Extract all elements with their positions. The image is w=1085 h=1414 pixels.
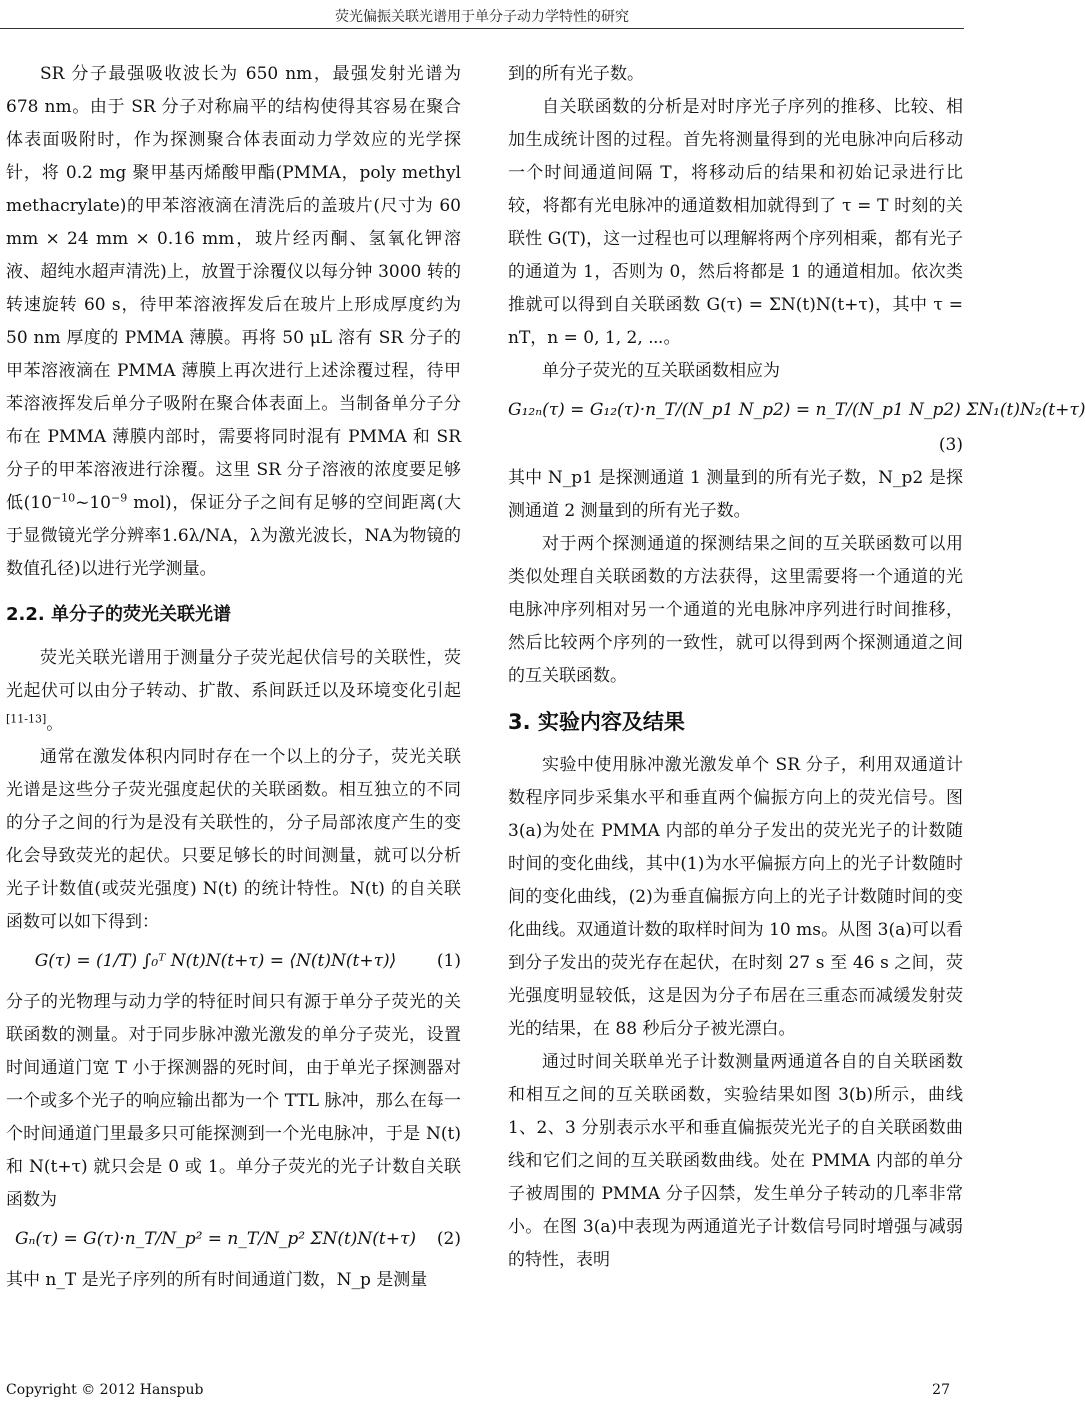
equation-1-body: G(τ) = (1/T) ∫₀ᵀ N(t)N(t+τ) = ⟨N(t)N(t+τ)⟩ [34,951,397,971]
paragraph-cross-intro: 单分子荧光的互关联函数相应为 [542,361,780,381]
paragraph-autocorrelation: 自关联函数的分析是对时序光子序列的推移、比较、相加生成统计图的过程。首先将测量得到的光电脉冲向后移动一个时间通道间隔 T，将移动后的结果和初始记录进行比较，将都有光电脉冲的通道数相加就得到了 τ = T 时刻的关联性 G(T)，这一过程也可以理解将两个序列相乘，都有光子的通道为 1，否则为 0，然后将都是 1 的通道相加。依次类推就可以得到自关联函数 G(τ) = ΣN(t)N(t+τ)，其中 τ = nT，n = 0, 1, 2, ⋯。 [508,97,963,348]
equation-1 [6,945,461,978]
paragraph-sample-prep [6,58,461,586]
paragraph-sample-prep-text: SR 分子最强吸收波长为 650 nm，最强发射光谱为 678 nm。由于 SR 分子对称扁平的结构使得其容易在聚合体表面吸附时，作为探测聚合体表面动力学效应的光学探针，将 0.2 mg 聚甲基丙烯酸甲酯(PMMA，poly methyl methacrylate)的甲苯溶液滴在清洗后的盖玻片(尺寸为 60 mm × 24 mm × 0.16 mm，玻片经丙酮、氢氧化钾溶液、超纯水超声清洗)上，放置于涂覆仪以每分钟 3000 转的转速旋转 60 s，待甲苯溶液挥发后在玻片上形成厚度约为 50 nm 厚度的 PMMA 薄膜。再将 50 μL 溶有 SR 分子的甲苯溶液滴在 PMMA 薄膜上再次进行上述涂覆过程，待甲苯溶液挥发后单分子吸附在聚合体表面上。当制备单分子分布在 PMMA 薄膜内部时，需要将同时混有 PMMA 和 SR 分子的甲苯溶液进行涂覆。这里 SR 分子溶液的浓度要足够低(10 [6,64,461,513]
paragraph-results: 通过时间关联单光子计数测量两通道各自的自关联函数和相互之间的互关联函数，实验结果如图 3(b)所示，曲线 1、2、3 分别表示水平和垂直偏振荧光光子的自关联函数曲线和它们之间的互关联函数曲线。处在 PMMA 内部的单分子被周围的 PMMA 分子囚禁，发生单分子转动的几率非常小。在图 3(a)中表现为两通道光子计数信号同时增强与减弱的特性，表明 [508,1052,963,1270]
paragraph-np-definition: 其中 N_p1 是探测通道 1 测量到的所有光子数，N_p2 是探测通道 2 测量到的所有光子数。 [508,468,963,521]
equation-3-number: (3) [938,435,963,455]
text-fragment: 荧光关联光谱用于测量分子荧光起伏信号的关联性，荧光起伏可以由分子转动、扩散、系间跃迁以及环境变化引起 [6,648,461,701]
paragraph-continuation: 到的所有光子数。 [508,64,644,84]
equation-2-number: (2) [436,1229,461,1249]
right-column [508,58,1085,1277]
left-column [6,58,461,1297]
equation-3-body: G₁₂ₙ(τ) = G₁₂(τ)·n_T/(N_p1 N_p2) = n_T/(N_p1 N_p2) ΣN₁(t)N₂(t+τ) [508,400,1085,420]
header-divider [0,28,964,29]
equation-3 [508,394,1085,427]
equation-2-body: Gₙ(τ) = G(τ)·n_T/N_p² = n_T/N_p² ΣN(t)N(t+τ) [14,1229,417,1249]
paragraph-experiment: 实验中使用脉冲激光激发单个 SR 分子，利用双通道计数程序同步采集水平和垂直两个偏振方向上的荧光信号。图 3(a)为处在 PMMA 内部的单分子发出的荧光光子的计数随时间的变化曲线，其中(1)为水平偏振方向上的光子计数随时间的变化曲线，(2)为垂直偏振方向上的光子计数随时间的变化曲线。双通道计数的取样时间为 10 ms。从图 3(a)可以看到分子发出的荧光存在起伏，在时刻 27 s 至 46 s 之间，荧光强度明显较低，这是因为分子布居在三重态而减缓发射荧光的结果，在 88 秒后分子被光漂白。 [508,755,963,1039]
text-fragment: mol)，保证分子之间有足够的空间距离(大于显微镜光学分辨率1.6λ/NA，λ为激光波长，NA为物镜的数值孔径)以进行光学测量。 [6,493,462,579]
paragraph-fcs-intro [6,642,461,741]
page-number: 27 [932,1382,950,1398]
text-fragment: 。 [46,714,64,734]
section-heading-3: 3. 实验内容及结果 [508,710,685,734]
citation: [11-13] [6,712,47,726]
paragraph-single-molecule: 分子的光物理与动力学的特征时间只有源于单分子荧光的关联函数的测量。对于同步脉冲激光激发的单分子荧光，设置时间通道门宽 T 小于探测器的死时间，由于单光子探测器对一个或多个光子的响应输出都为一个 TTL 脉冲，那么在每一个时间通道门里最多只可能探测到一个光电脉冲，于是 N(t) 和 N(t+τ) 就只会是 0 或 1。单分子荧光的光子计数自关联函数为 [6,992,461,1210]
equation-1-number: (1) [436,951,461,971]
footer-copyright: Copyright © 2012 Hanspub [6,1382,204,1398]
exponent: −9 [111,491,128,505]
paragraph-nt-definition: 其中 n_T 是光子序列的所有时间通道门数，N_p 是测量 [6,1270,428,1290]
exponent: −10 [51,491,76,505]
section-heading-2-2: 2.2. 单分子的荧光关联光谱 [6,604,231,625]
text-fragment: ~10 [75,493,112,513]
running-header: 荧光偏振关联光谱用于单分子动力学特性的研究 [335,9,629,25]
equation-3-number-row [508,429,963,462]
paragraph-fcs-molecules: 通常在激发体积内同时存在一个以上的分子，荧光关联光谱是这些分子荧光强度起伏的关联函数。相互独立的不同的分子之间的行为是没有关联性的，分子局部浓度产生的变化会导致荧光的起伏。只要足够长的时间测量，就可以分析光子计数值(或荧光强度) N(t) 的统计特性。N(t) 的自关联函数可以如下得到： [6,747,461,932]
paragraph-cross-correlation: 对于两个探测通道的探测结果之间的互关联函数可以用类似处理自关联函数的方法获得，这里需要将一个通道的光电脉冲序列相对另一个通道的光电脉冲序列进行时间推移，然后比较两个序列的一致性，就可以得到两个探测通道之间的互关联函数。 [508,534,963,686]
equation-2 [6,1223,461,1256]
